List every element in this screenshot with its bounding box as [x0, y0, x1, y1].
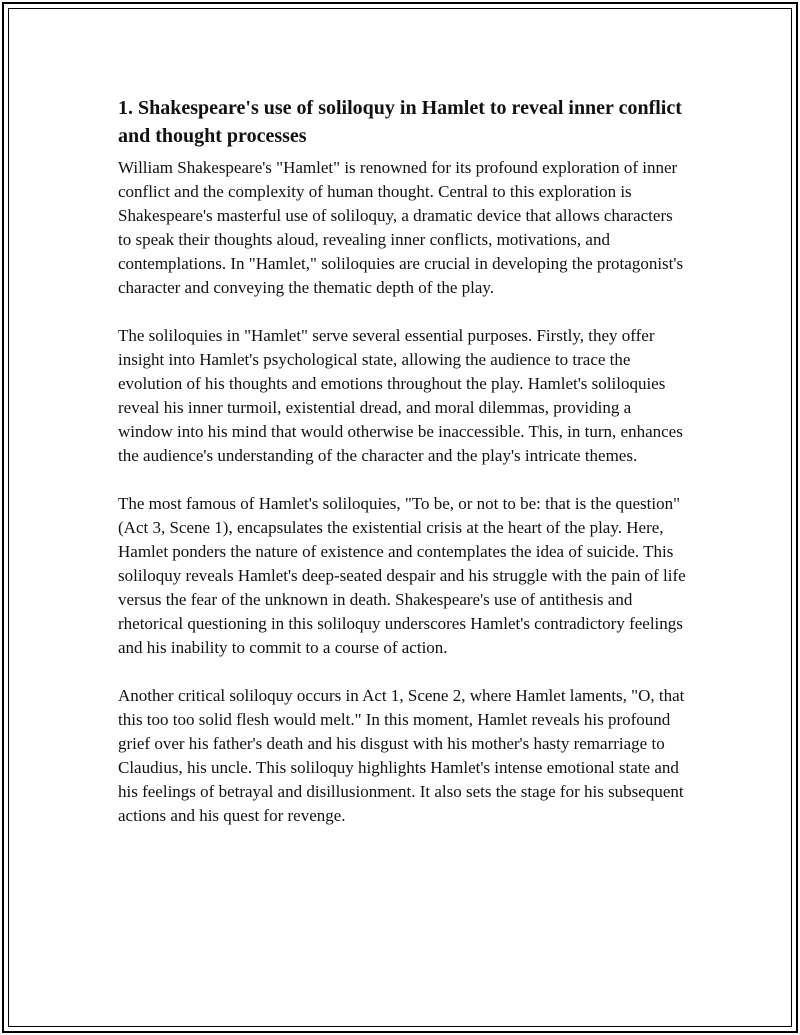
paragraph-solid-flesh: Another critical soliloquy occurs in Act 1, Scene 2, where Hamlet laments, "O, that this too too solid flesh would melt." In this moment, Hamlet reveals his profound grief over his father's death and his disgust with his mother's hasty remarriage to Claudius, his uncle. This soliloquy highlights Hamlet's intense emotional state and his feelings of betrayal and disillusionment. It also sets the stage for his subsequent actions and his quest for revenge. [118, 686, 685, 825]
paragraph-purposes: The soliloquies in "Hamlet" serve several essential purposes. Firstly, they offer insight into Hamlet's psychological state, allowing the audience to trace the evolution of his thoughts and emotions throughout the play. Hamlet's soliloquies reveal his inner turmoil, existential dread, and moral dilemmas, providing a window into his mind that would otherwise be inaccessible. This, in turn, enhances the audience's understanding of the character and the play's intricate themes. [118, 326, 683, 465]
paragraph-intro: William Shakespeare's "Hamlet" is renowned for its profound exploration of inner conflict and the complexity of human thought. Central to this exploration is Shakespeare's masterful use of soliloquy, a dramatic device that allows characters to speak their thoughts aloud, revealing inner conflicts, motivations, and contemplations. In "Hamlet," soliloquies are crucial in developing the protagonist's character and conveying the thematic depth of the play. [118, 158, 684, 297]
section-heading: 1. Shakespeare's use of soliloquy in Hamlet to reveal inner conflict and thought processes [118, 97, 682, 147]
document-body [118, 94, 688, 852]
paragraph-to-be: The most famous of Hamlet's soliloquies, "To be, or not to be: that is the question" (Act 3, Scene 1), encapsulates the existential crisis at the heart of the play. Here, Hamlet ponders the nature of existence and contemplates the idea of suicide. This soliloquy reveals Hamlet's deep-seated despair and his struggle with the pain of life versus the fear of the unknown in death. Shakespeare's use of antithesis and rhetorical questioning in this soliloquy underscores Hamlet's contradictory feelings and his inability to commit to a course of action. [118, 494, 686, 657]
